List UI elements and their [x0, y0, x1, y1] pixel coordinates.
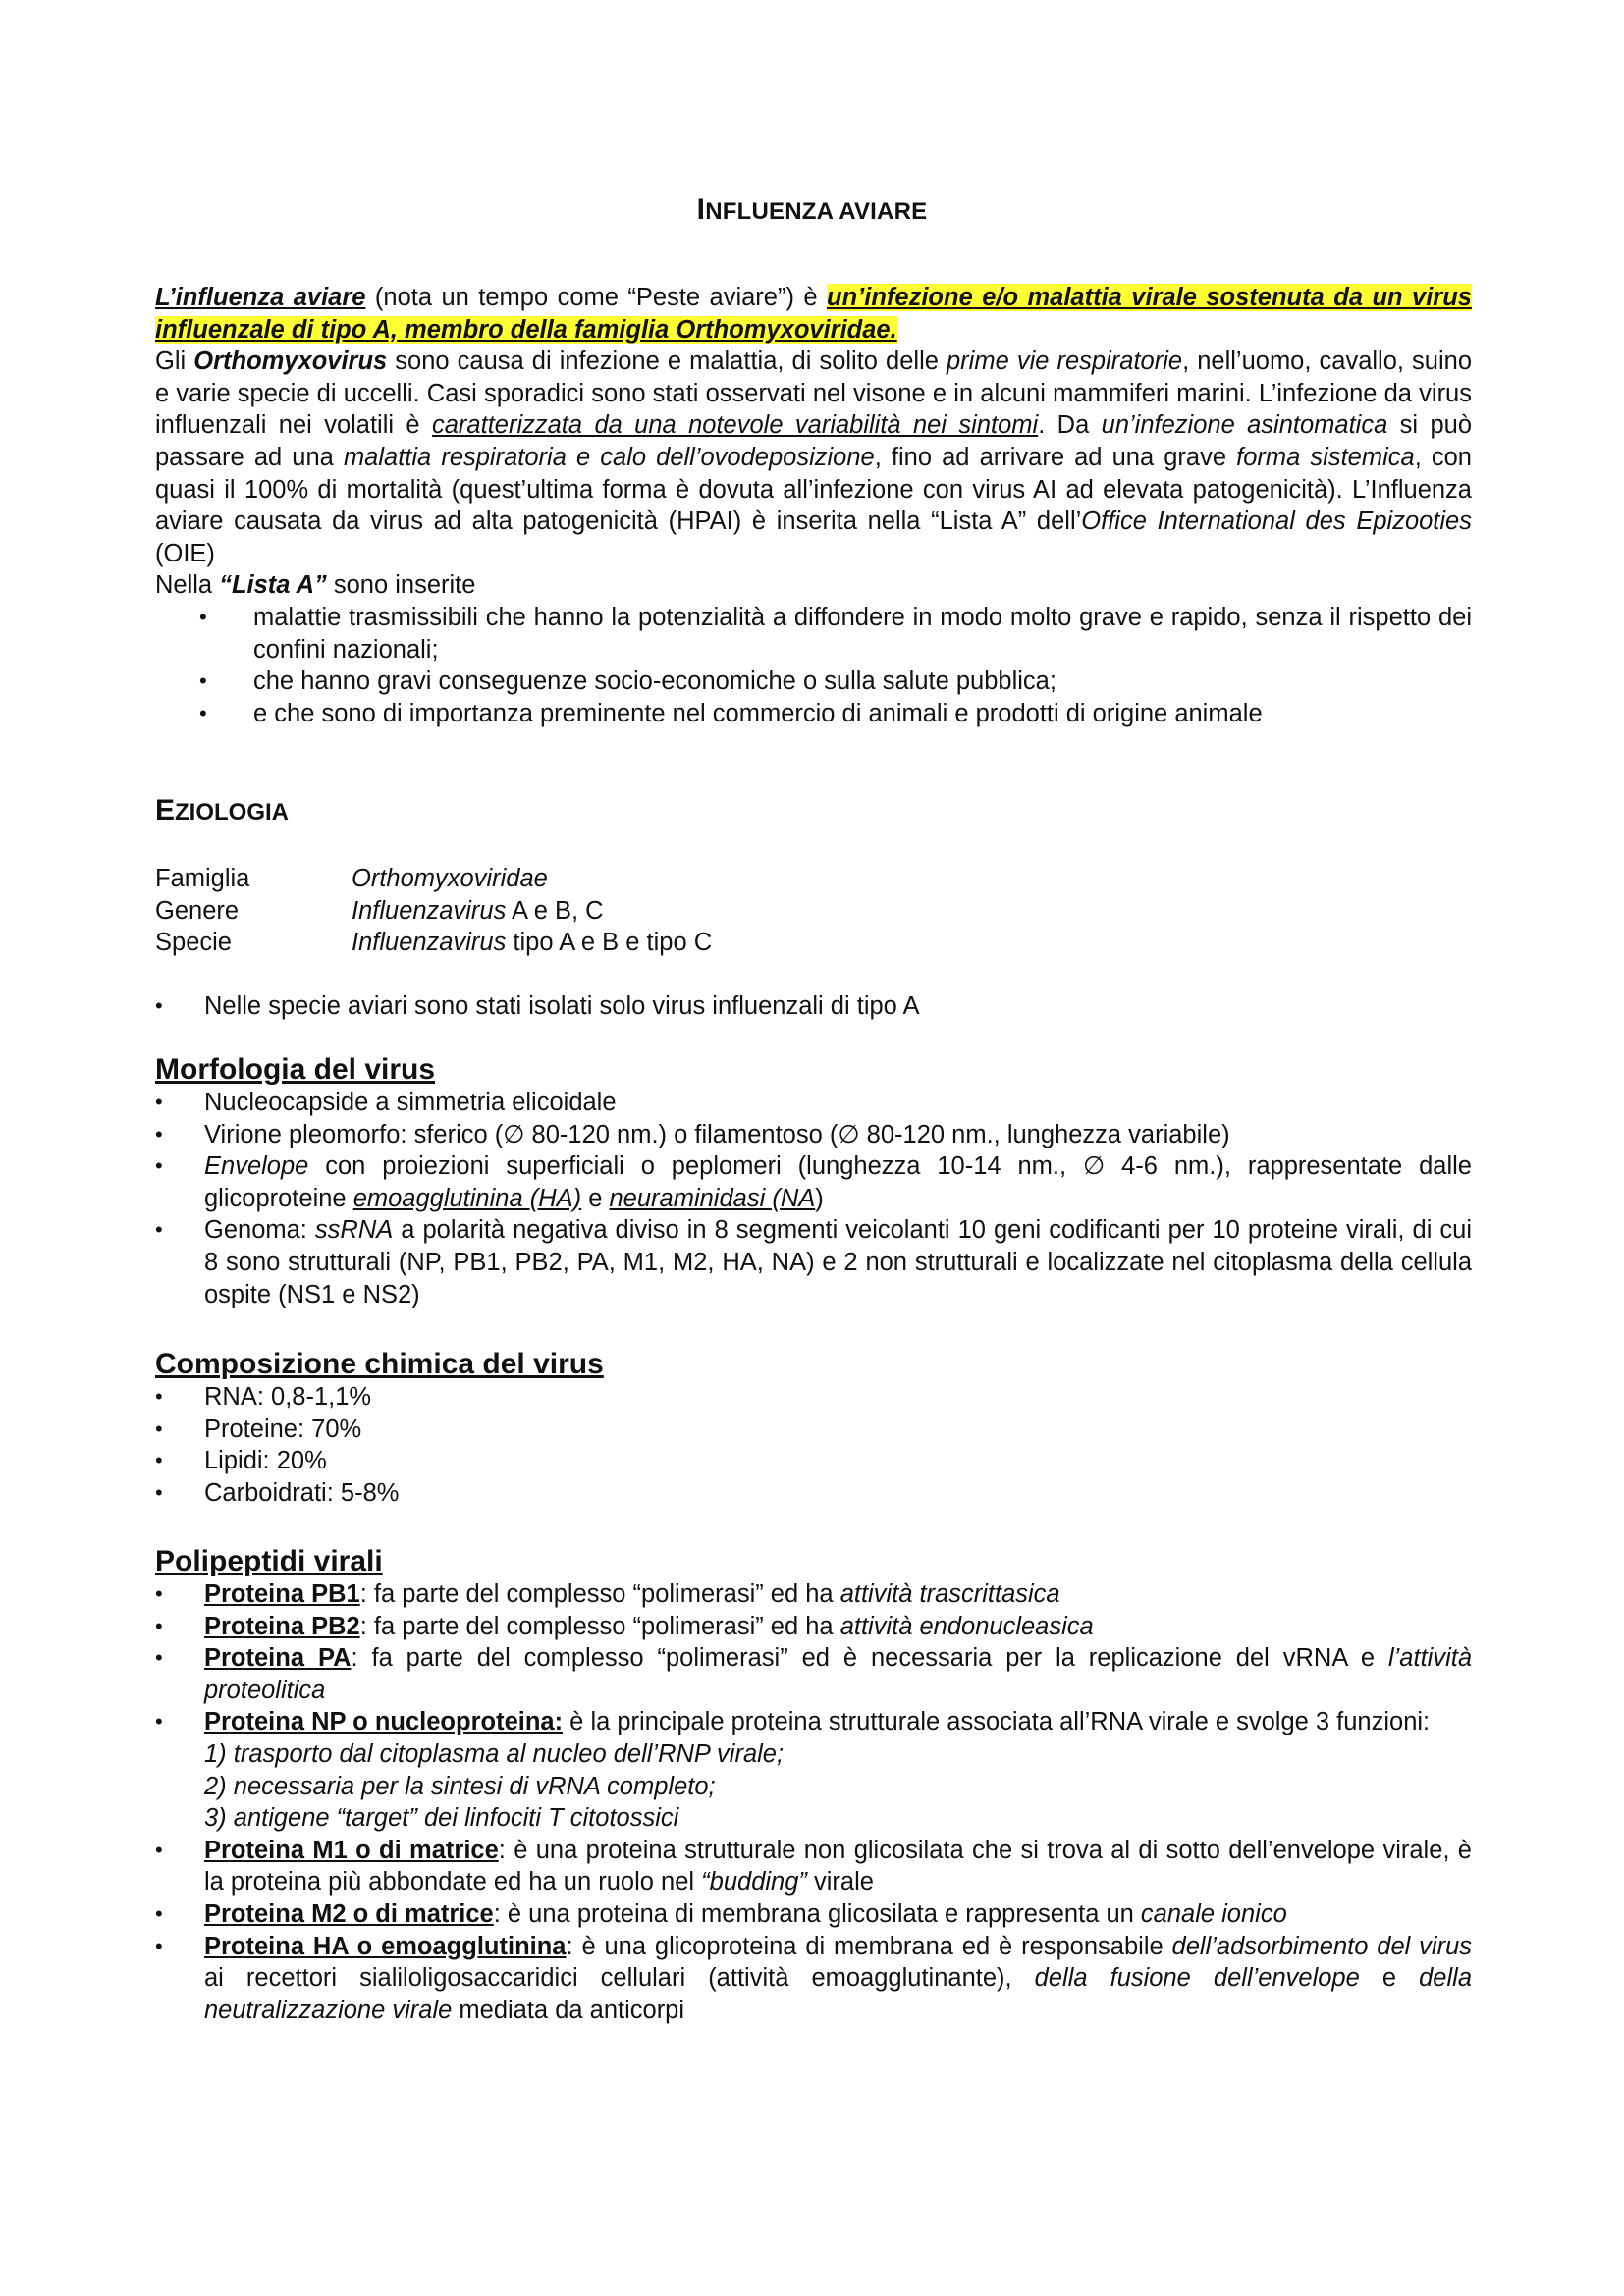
morfologia-heading: Morfologia del virus: [155, 1053, 436, 1086]
list-item: • Proteina PB2: fa parte del complesso “polimerasi” ed ha attività endonucleasica: [204, 1611, 1472, 1643]
eziologia-section: [155, 794, 1472, 828]
list-item: • Genoma: ssRNA a polarità negativa diviso in 8 segmenti veicolanti 10 geni codificanti per 10 proteine virali, di cui 8 sono strutturali (NP, PB1, PB2, PA, M1, M2, HA, NA) e 2 non strutturali e localizzate nel citoplasma della cellula ospite (NS1 e NS2): [155, 1216, 1472, 1308]
bullet-icon: •: [155, 1581, 163, 1606]
morfologia-section: [155, 1053, 1472, 1310]
list-item: • malattie trasmissibili che hanno la potenzialità a diffondere in modo molto grave e rapido, senza il rispetto dei confini nazionali;: [199, 603, 1472, 664]
morfologia-list: [155, 1087, 1472, 1310]
bullet-icon: •: [199, 700, 207, 725]
table-row: Specie Influenzavirus tipo A e B e tipo C: [155, 929, 713, 957]
bullet-icon: •: [155, 1645, 163, 1671]
bullet-icon: •: [155, 1090, 163, 1114]
taxonomy-table: [155, 863, 1472, 959]
list-item: • Proteina NP o nucleoproteina: è la principale proteina strutturale associata all’RNA virale e svolge 3 funzioni: 1) trasporto dal citoplasma al nucleo dell’RNP virale; 2) necessaria per la sintesi di vRNA completo; 3) antigene “target” dei linfociti T citotossici: [155, 1708, 1431, 1833]
bullet-icon: •: [199, 668, 207, 694]
list-item: • che hanno gravi conseguenze socio-economiche o sulla salute pubblica;: [253, 666, 1472, 698]
bullet-icon: •: [155, 1479, 163, 1505]
eziologia-heading: EZIOLOGIA: [155, 794, 290, 827]
intro-section: [155, 282, 1472, 729]
list-item: • Nucleocapside a simmetria elicoidale: [204, 1087, 1472, 1119]
list-item: • Envelope con proiezioni superficiali o peplomeri (lunghezza 10-14 nm., ∅ 4-6 nm.), rappresentate dalle glicoproteine emoagglutinina (HA) e neuraminidasi (NA): [155, 1152, 1472, 1212]
lista-a-list: [155, 602, 1472, 729]
bullet-icon: •: [155, 1933, 163, 1958]
bullet-icon: •: [155, 1384, 163, 1409]
list-item: • RNA: 0,8-1,1%: [204, 1381, 1472, 1414]
bullet-icon: •: [155, 1121, 163, 1147]
list-item: • Nelle specie aviari sono stati isolati solo virus influenzali di tipo A: [204, 990, 1472, 1023]
intro-paragraph-3: Nella “Lista A” sono inserite: [155, 571, 476, 600]
bullet-icon: •: [155, 1900, 163, 1926]
intro-paragraph-1: L’influenza aviare (nota un tempo come “Peste aviare”) è un’infezione e/o malattia virale sostenuta da un virus influenzale di tipo A, membro della famiglia Orthomyxoviridae.: [155, 284, 1472, 344]
polipeptidi-list: [155, 1578, 1472, 2026]
list-item: • Virione pleomorfo: sferico (∅ 80-120 nm.) o filamentoso (∅ 80-120 nm., lunghezza variabile): [204, 1119, 1472, 1151]
intro-paragraph-2: Gli Orthomyxovirus sono causa di infezione e malattia, di solito delle prime vie respiratorie, nell’uomo, cavallo, suino e varie specie di uccelli. Casi sporadici sono stati osservati nel visone e in alcuni mammiferi marini. L’infezione da virus influenzali nei volatili è caratterizzata da una notevole variabilità nei sintomi. Da un’infezione asintomatica si può passare ad una malattia respiratoria e calo dell’ovodeposizione, fino ad arrivare ad una grave forma sistemica, con quasi il 100% di mortalità (quest’ultima forma è dovuta all’infezione con virus AI ad elevata patogenicità). L’Influenza aviare causata da virus ad alta patogenicità (HPAI) è inserita nella “Lista A” dell’Office International des Epizooties (OIE): [155, 347, 1473, 567]
bullet-icon: •: [155, 1709, 163, 1735]
page-title: INFLUENZA AVIARE: [696, 193, 928, 226]
bullet-icon: •: [199, 604, 207, 629]
list-item: • Proteina PA: fa parte del complesso “polimerasi” ed è necessaria per la replicazione del vRNA e l’attività proteolitica: [155, 1644, 1472, 1704]
composizione-section: [155, 1348, 1472, 1509]
highlighted-definition: un’infezione e/o malattia virale sostenuta da un virus influenzale di tipo A, membro della famiglia Orthomyxoviridae.: [155, 284, 1472, 344]
list-item: • Proteina HA o emoagglutinina: è una glicoproteina di membrana ed è responsabile dell’adsorbimento del virus ai recettori sialiloligosaccaridici cellulari (attività emoagglutinante), della fusione dell’envelope e della neutralizzazione virale mediata da anticorpi: [155, 1932, 1473, 2024]
list-item: • e che sono di importanza preminente nel commercio di animali e prodotti di origine animale: [253, 698, 1472, 730]
table-row: Famiglia Orthomyxoviridae: [155, 865, 548, 892]
bullet-icon: •: [155, 1153, 163, 1179]
composizione-heading: Composizione chimica del virus: [155, 1348, 604, 1380]
composizione-list: [155, 1381, 1472, 1509]
table-row: Genere Influenzavirus A e B, C: [155, 896, 604, 925]
list-item: • Lipidi: 20%: [204, 1445, 1472, 1477]
eziologia-note: [155, 990, 1472, 1023]
list-item: • Proteina PB1: fa parte del complesso “polimerasi” ed ha attività trascrittasica: [204, 1578, 1472, 1611]
list-item: • Proteina M1 o di matrice: è una proteina strutturale non glicosilata che si trova al di sotto dell’envelope virale, è la proteina più abbondate ed ha un ruolo nel “budding” virale: [155, 1836, 1472, 1896]
bullet-icon: •: [155, 1613, 163, 1638]
list-item: • Proteina M2 o di matrice: è una proteina di membrana glicosilata e rappresenta un canale ionico: [204, 1898, 1472, 1931]
list-item: • Carboidrati: 5-8%: [204, 1477, 1472, 1510]
bullet-icon: •: [155, 993, 163, 1018]
bullet-icon: •: [155, 1837, 163, 1862]
bullet-icon: •: [155, 1448, 163, 1473]
list-item: • Proteine: 70%: [204, 1414, 1472, 1446]
bullet-icon: •: [155, 1415, 163, 1441]
polipeptidi-section: [155, 1545, 1472, 2026]
polipeptidi-heading: Polipeptidi virali: [155, 1545, 383, 1577]
bullet-icon: •: [155, 1217, 163, 1243]
